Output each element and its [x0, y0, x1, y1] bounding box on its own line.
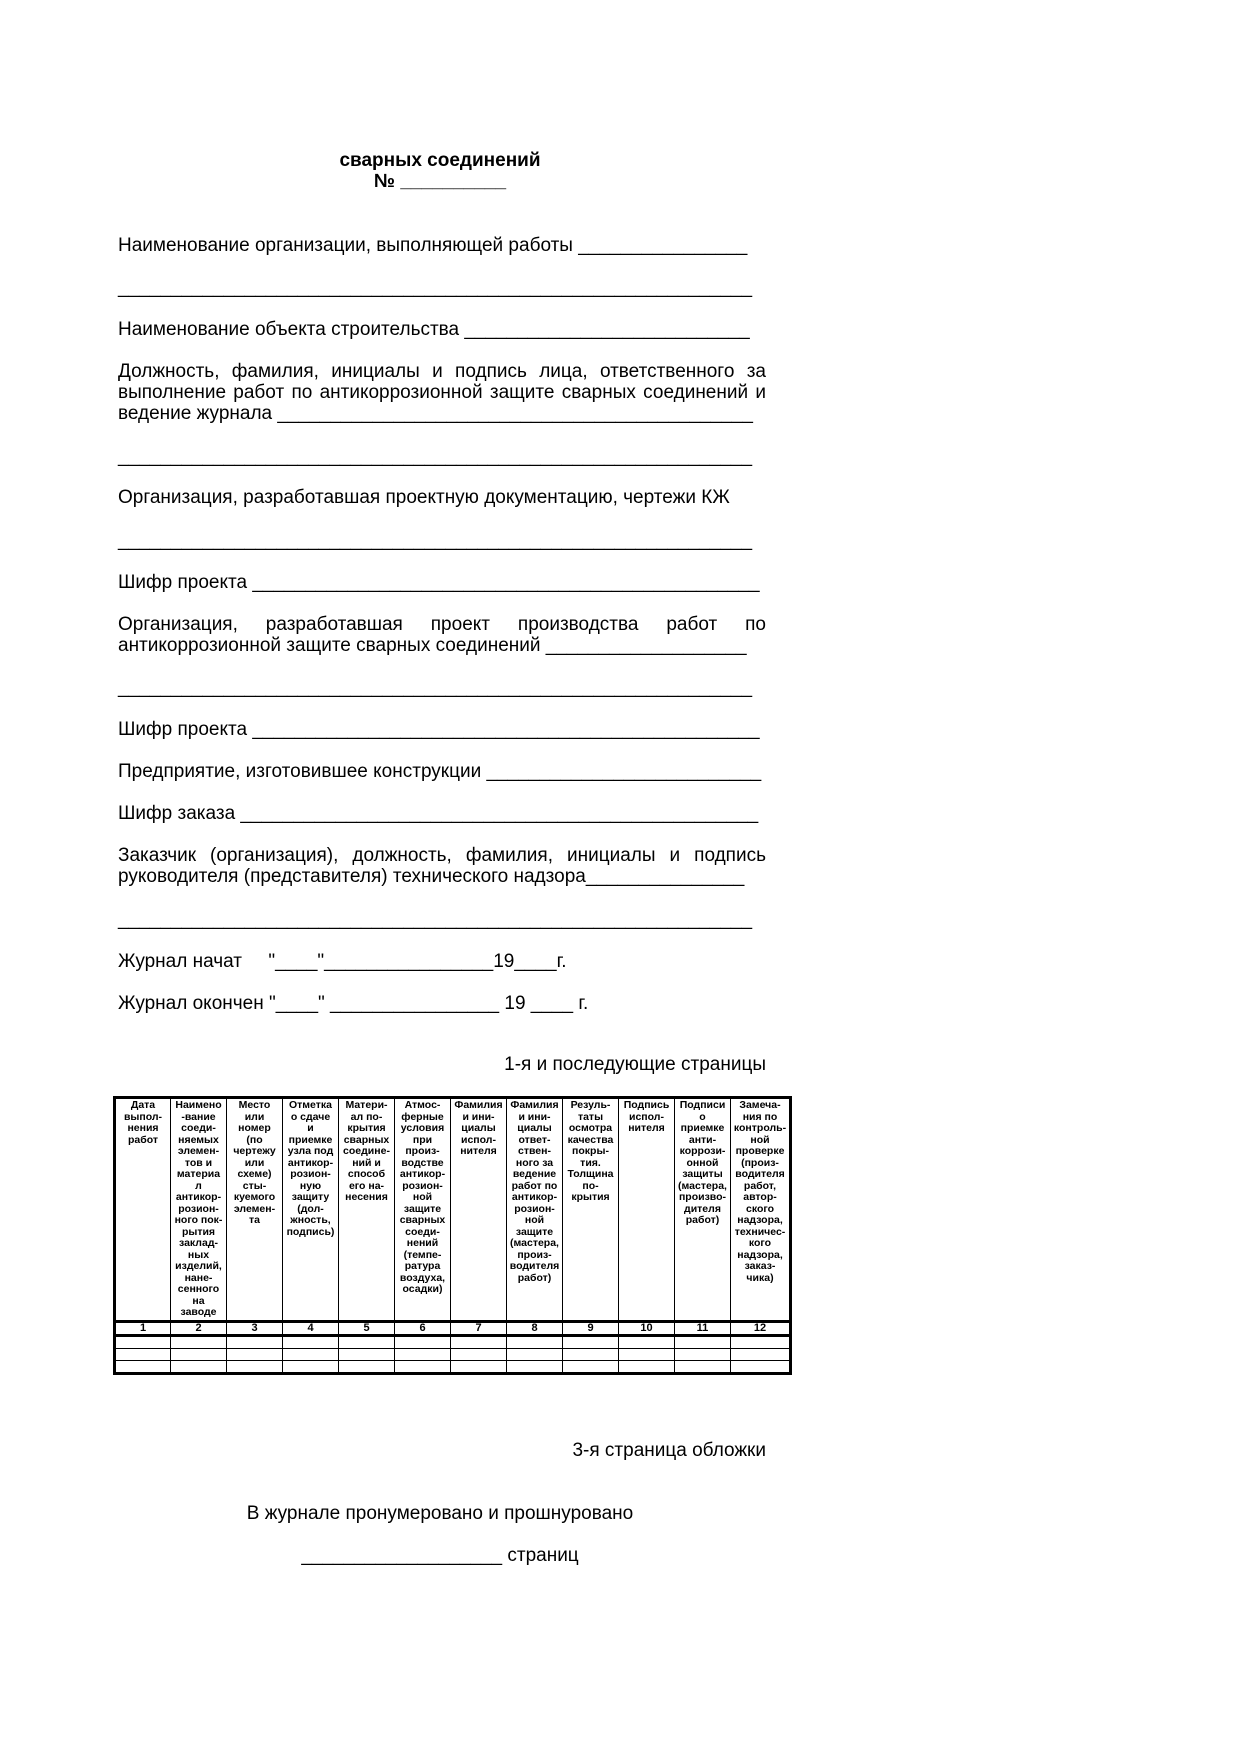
column-header: Место или номер (по чертежу или схеме) сты- куемого элемен- та: [227, 1098, 283, 1322]
column-number-row: [115, 1321, 791, 1336]
column-number: 10: [619, 1321, 675, 1336]
ppr-org-line-1: Организация, разработавшая проект производства работ по: [118, 614, 766, 635]
blank-line: ____________________________________________________________: [118, 446, 753, 467]
org-performing-field: Наименование организации, выполняющей работы ________________: [118, 235, 748, 256]
column-number: 7: [451, 1321, 507, 1336]
column-number: 6: [395, 1321, 451, 1336]
journal-finished-field: Журнал окончен "____" ________________ 19 ____ г.: [118, 993, 589, 1014]
pages-count-field: ___________________ страниц: [301, 1545, 579, 1566]
responsible-line-1: Должность, фамилия, инициалы и подпись лица, ответственного за: [118, 361, 766, 382]
blank-line: ____________________________________________________________: [118, 530, 753, 551]
column-header: Резуль- таты осмотра качества покры- тия. Толщина по- крытия: [563, 1098, 619, 1322]
customer-line-1: Заказчик (организация), должность, фамилия, инициалы и подпись: [118, 845, 766, 866]
column-number: 4: [283, 1321, 339, 1336]
column-number: 12: [731, 1321, 791, 1336]
table-row: [115, 1361, 791, 1374]
manufacturer-field: Предприятие, изготовившее конструкции __________________________: [118, 761, 762, 782]
ppr-org-field: [118, 614, 766, 656]
column-header: Наимено -вание соеди- няемых элемен- тов и материа л антикор- розион- ного пок- рытия заклад- ных изделий, нане- сенного на заводе: [171, 1098, 227, 1322]
column-header: Матери- ал по- крытия сварных соедине- ний и способ его на- несения: [339, 1098, 395, 1322]
column-header: Атмос- ферные условия при произ- водстве антикор- розион- ной защите сварных соеди- нений (темпе- ратура воздуха, осадки): [395, 1098, 451, 1322]
column-header: Дата выпол- нения работ: [115, 1098, 171, 1322]
journal-table: [113, 1096, 792, 1375]
column-header: Фамилия и ини- циалы ответ- ствен- ного за ведение работ по антикор- розион- ной защите (мастера, произ- водителя работ): [507, 1098, 563, 1322]
customer-field: [118, 845, 766, 887]
doc-number: № __________: [373, 171, 507, 192]
blank-line: ____________________________________________________________: [118, 909, 753, 930]
column-number: 9: [563, 1321, 619, 1336]
numbered-text: В журнале пронумеровано и прошнуровано: [246, 1503, 634, 1524]
table-row: [115, 1336, 791, 1349]
responsible-line-2: выполнение работ по антикоррозионной защите сварных соединений и: [118, 382, 766, 403]
blank-line: ____________________________________________________________: [118, 277, 753, 298]
order-code-field: Шифр заказа _________________________________________________: [118, 803, 759, 824]
column-header: Отметка о сдаче и приемке узла под антикор- розион- ную защиту (дол- жность, подпись): [283, 1098, 339, 1322]
table-header-row: [115, 1098, 791, 1322]
column-number: 8: [507, 1321, 563, 1336]
object-name-field: Наименование объекта строительства ___________________________: [118, 319, 750, 340]
column-header: Замеча- ния по контроль- ной проверке (произ- водителя работ, автор- ского надзора, техничес- кого надзора, заказ- чика): [731, 1098, 791, 1322]
customer-line-2: руководителя (представителя) технического надзора_______________: [118, 866, 745, 887]
ppr-org-line-2: антикоррозионной защите сварных соединений ___________________: [118, 635, 747, 656]
doc-title: сварных соединений: [339, 150, 541, 171]
blank-line: ____________________________________________________________: [118, 677, 753, 698]
column-number: 2: [171, 1321, 227, 1336]
project-code-field-2: Шифр проекта ________________________________________________: [118, 719, 760, 740]
responsible-line-3: ведение журнала _____________________________________________: [118, 403, 753, 424]
column-number: 1: [115, 1321, 171, 1336]
column-header: Подписи о приемке анти- коррози- онной защиты (мастера, произво- дителя работ): [675, 1098, 731, 1322]
journal-started-field: Журнал начат "____"________________19____г.: [118, 951, 567, 972]
responsible-person-field: [118, 361, 766, 424]
column-header: Подпись испол- нителя: [619, 1098, 675, 1322]
cover-page-label: 3-я страница обложки: [572, 1440, 766, 1461]
table-row: [115, 1349, 791, 1361]
column-number: 5: [339, 1321, 395, 1336]
column-header: Фамилия и ини- циалы испол- нителя: [451, 1098, 507, 1322]
column-number: 3: [227, 1321, 283, 1336]
project-code-field: Шифр проекта ________________________________________________: [118, 572, 760, 593]
design-org-field: Организация, разработавшая проектную документацию, чертежи КЖ: [118, 487, 730, 508]
column-number: 11: [675, 1321, 731, 1336]
pages-label: 1-я и последующие страницы: [504, 1054, 766, 1075]
